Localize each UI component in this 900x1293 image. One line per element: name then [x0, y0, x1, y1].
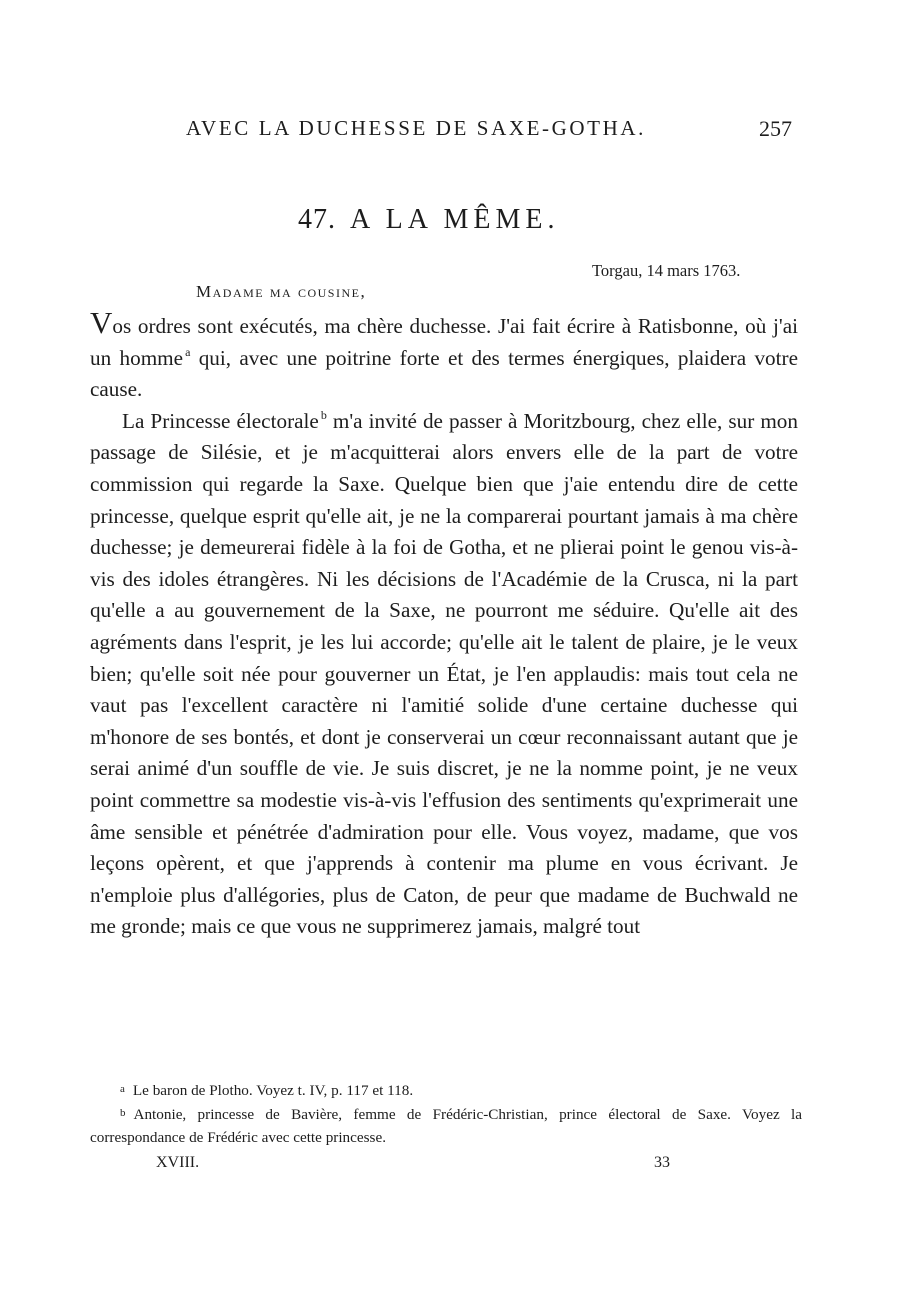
footnote-a	[90, 1078, 802, 1102]
paragraph-1-text-b: qui, avec une poitrine forte et des termes énergiques, plaidera votre cause.	[90, 345, 798, 402]
footnote-marker: b	[120, 1107, 126, 1119]
footnote-marker: a	[120, 1083, 125, 1095]
drop-capital: V	[90, 305, 113, 340]
paragraph-1	[90, 305, 798, 406]
salutation: Madame ma cousine,	[196, 282, 367, 301]
page-number: 257	[759, 116, 792, 141]
footnote-ref-b[interactable]: b	[320, 407, 327, 422]
paragraph-2-text-b: m'a invité de passer à Moritzbourg, chez elle, sur mon passage de Silésie, et je m'acquitterai alors envers elle de la part de votre commission qui regarde la Saxe. Quelque bien que j'aie entendu dire de cette princesse, quelque esprit qu'elle ait, je ne la comparerai pourtant jamais à ma chère duchesse; je demeurerai fidèle à la foi de Gotha, et ne plierai point le genou vis-à-vis des idoles étrangères. Ni les décisions de l'Académie de la Crusca, ni la part qu'elle a au gouvernement de la Saxe, ne pourront me séduire. Qu'elle ait des agréments dans l'esprit, je les lui accorde; qu'elle ait le talent de plaire, je le veux bien; qu'elle soit née pour gouverner un État, je l'en applaudis: mais tout cela ne vaut pas l'excellent caractère ni l'amitié solide d'une certaine duchesse qui m'honore de ses bontés, et dont je conserverai un cœur reconnaissant autant que je serai animé d'un souffle de vie. Je suis discret, je ne la nomme point, je ne veux point commettre sa modestie vis-à-vis l'effusion des sentiments qu'exprimerait une âme sensible et pénétrée d'admiration pour elle. Vous voyez, madame, que vos leçons opèrent, et que j'apprends à contenir ma plume en vous écrivant. Je n'emploie plus d'allégories, plus de Caton, de peur que madame de Buchwald ne me gronde; mais ce que vous ne supprimerez jamais, malgré tout	[90, 408, 798, 939]
footnotes	[90, 1078, 802, 1149]
paragraph-1-text-a: os ordres sont exécutés, ma chère duchesse. J'ai fait écrire à Ratisbonne, où j'ai un homme	[90, 314, 798, 370]
letter-title: A LA MÊME.	[350, 204, 560, 235]
letter-heading	[298, 204, 559, 236]
printer-signature: XVIII.	[156, 1154, 200, 1171]
paragraph-2-text-a: La Princesse électorale	[122, 408, 319, 433]
footnote-text: Antonie, princesse de Bavière, femme de Frédéric-Christian, prince électoral de Saxe. Voyez la correspondance de Frédéric avec cette princesse.	[90, 1106, 802, 1146]
place-date: Torgau, 14 mars 1763.	[592, 261, 741, 280]
footnote-b	[90, 1102, 802, 1149]
paragraph-2	[90, 406, 798, 943]
footnote-ref-a[interactable]: a	[185, 344, 191, 359]
sheet-number: 33	[654, 1154, 670, 1171]
footnote-text: Le baron de Plotho. Voyez t. IV, p. 117 et 118.	[132, 1082, 414, 1099]
running-head: AVEC LA DUCHESSE DE SAXE-GOTHA.	[186, 116, 646, 140]
letter-number: 47.	[298, 204, 336, 235]
letter-body	[90, 305, 798, 943]
